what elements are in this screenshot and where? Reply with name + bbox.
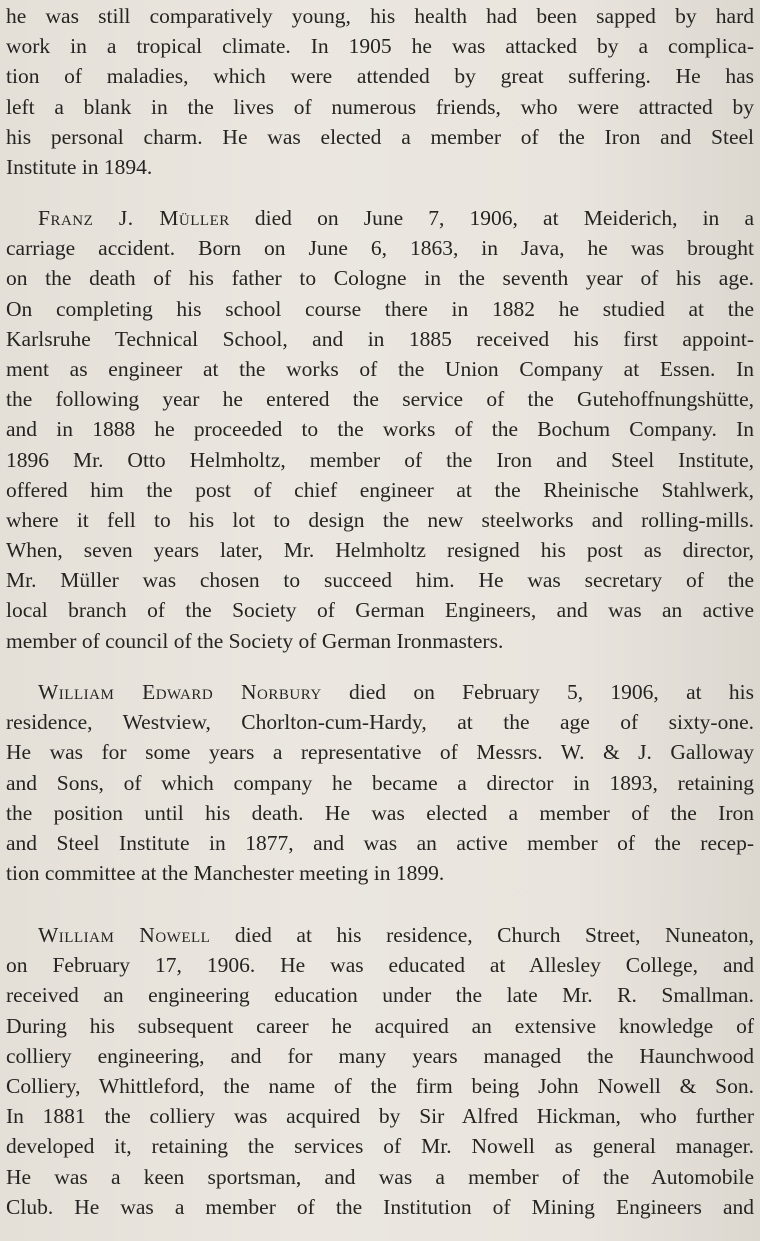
text-line — [6, 445, 754, 475]
text-line — [6, 122, 754, 152]
line-text: tion of maladies, which were attended by great suffering. He has — [6, 64, 754, 89]
text-line — [6, 1162, 754, 1192]
text-line — [6, 1101, 754, 1131]
text-line — [6, 858, 754, 888]
text-line — [6, 677, 754, 707]
text-line — [6, 828, 754, 858]
text-line — [6, 920, 754, 950]
line-text: died at his residence, Church Street, Nuneaton, — [210, 923, 754, 947]
line-text: on the death of his father to Cologne in the seventh year of his age. — [6, 266, 754, 291]
line-text: 1896 Mr. Otto Helmholtz, member of the Iron and Steel Institute, — [6, 447, 754, 472]
person-name: Franz J. Müller — [38, 206, 230, 230]
text-line — [6, 294, 754, 324]
text-line — [6, 1, 754, 31]
text-line — [6, 1041, 754, 1071]
text-line — [6, 980, 754, 1010]
line-text: He was for some years a representative of Messrs. W. & J. Galloway — [6, 740, 754, 765]
person-name: William Edward Norbury — [38, 680, 322, 704]
person-name: William Nowell — [38, 923, 211, 947]
text-line — [6, 950, 754, 980]
text-line — [6, 475, 754, 505]
line-text: ment as engineer at the works of the Union Company at Essen. In — [6, 356, 754, 381]
text-line — [6, 535, 754, 565]
line-text: died on February 5, 1906, at his — [321, 680, 754, 704]
line-text: and Sons, of which company he became a director in 1893, retaining — [6, 770, 754, 795]
line-text: on February 17, 1906. He was educated at Allesley College, and — [6, 953, 754, 978]
text-line — [6, 233, 754, 263]
line-text: died on June 7, 1906, at Meiderich, in a — [229, 206, 754, 230]
text-line — [6, 768, 754, 798]
line-text: offered him the post of chief engineer at the Rheinische Stahlwerk, — [6, 477, 754, 502]
line-text: On completing his school course there in 1882 he studied at the — [6, 296, 754, 321]
line-text: work in a tropical climate. In 1905 he was attacked by a complica- — [6, 34, 754, 59]
line-text: Institute in 1894. — [6, 154, 153, 179]
text-line — [6, 384, 754, 414]
text-line — [6, 203, 754, 233]
line-text: the following year he entered the service of the Gutehoffnungshütte, — [6, 387, 754, 412]
text-line — [6, 707, 754, 737]
text-line — [6, 324, 754, 354]
text-line — [6, 152, 754, 182]
line-text: the position until his death. He was elected a member of the Iron — [6, 800, 754, 825]
line-text: When, seven years later, Mr. Helmholtz resigned his post as director, — [6, 538, 754, 563]
line-text: Karlsruhe Technical School, and in 1885 received his first appoint- — [6, 326, 754, 351]
line-text: During his subsequent career he acquired an extensive knowledge of — [6, 1013, 754, 1038]
line-text: tion committee at the Manchester meeting in 1899. — [6, 861, 445, 886]
line-text: He was a keen sportsman, and was a member of the Automobile — [6, 1164, 754, 1189]
obituary-paragraph — [6, 1, 754, 182]
line-text: local branch of the Society of German Engineers, and was an active — [6, 598, 754, 623]
line-text: member of council of the Society of German Ironmasters. — [6, 628, 504, 653]
text-line — [6, 1131, 754, 1161]
text-line — [6, 798, 754, 828]
obituary-paragraph — [6, 203, 754, 656]
line-text: his personal charm. He was elected a member of the Iron and Steel — [6, 124, 754, 149]
text-line — [6, 505, 754, 535]
line-text: received an engineering education under the late Mr. R. Smallman. — [6, 983, 754, 1008]
line-text: developed it, retaining the services of Mr. Nowell as general manager. — [6, 1134, 754, 1159]
text-line — [6, 626, 754, 656]
obituary-paragraph — [6, 920, 754, 1222]
line-text: and in 1888 he proceeded to the works of the Bochum Company. In — [6, 417, 754, 442]
line-text: he was still comparatively young, his health had been sapped by hard — [6, 4, 754, 28]
line-text: In 1881 the colliery was acquired by Sir Alfred Hickman, who further — [6, 1104, 754, 1129]
text-line — [6, 354, 754, 384]
line-text: and Steel Institute in 1877, and was an active member of the recep- — [6, 830, 754, 855]
text-line — [6, 1071, 754, 1101]
text-line — [6, 92, 754, 122]
obituary-paragraph — [6, 677, 754, 888]
line-text: left a blank in the lives of numerous friends, who were attracted by — [6, 94, 754, 119]
text-line — [6, 595, 754, 625]
text-line — [6, 1011, 754, 1041]
text-line — [6, 1192, 754, 1222]
line-text: carriage accident. Born on June 6, 1863, in Java, he was brought — [6, 236, 754, 261]
text-line — [6, 414, 754, 444]
line-text: residence, Westview, Chorlton-cum-Hardy, at the age of sixty-one. — [6, 710, 754, 735]
text-line — [6, 565, 754, 595]
text-line — [6, 737, 754, 767]
text-line — [6, 61, 754, 91]
text-line — [6, 263, 754, 293]
line-text: Club. He was a member of the Institution of Mining Engineers and — [6, 1194, 754, 1219]
line-text: Mr. Müller was chosen to succeed him. He was secretary of the — [6, 568, 754, 593]
line-text: where it fell to his lot to design the new steelworks and rolling-mills. — [6, 507, 754, 532]
line-text: colliery engineering, and for many years managed the Haunchwood — [6, 1043, 754, 1068]
line-text: Colliery, Whittleford, the name of the firm being John Nowell & Son. — [6, 1073, 754, 1098]
text-line — [6, 31, 754, 61]
